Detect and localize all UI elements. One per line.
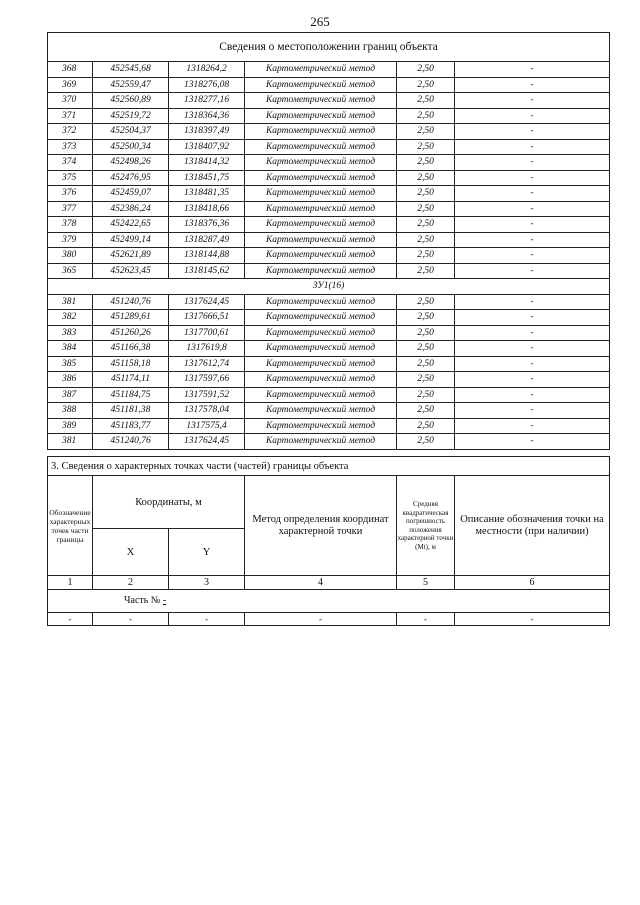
point-number-cell: 373 bbox=[48, 139, 93, 155]
accuracy-cell: 2,50 bbox=[397, 418, 455, 434]
method-cell: Картометрический метод bbox=[245, 418, 397, 434]
table-row bbox=[48, 248, 610, 264]
method-cell: Картометрический метод bbox=[245, 108, 397, 124]
coord-y-cell: 1318451,75 bbox=[169, 170, 245, 186]
method-cell: Картометрический метод bbox=[245, 232, 397, 248]
table-row bbox=[48, 93, 610, 109]
coord-y-cell: 1317700,61 bbox=[169, 325, 245, 341]
coord-y-cell: 1317619,8 bbox=[169, 341, 245, 357]
section-title: 3. Сведения о характерных точках части (частей) границы объекта bbox=[48, 457, 610, 476]
coord-x-cell: 451158,18 bbox=[93, 356, 169, 372]
point-number-cell: 386 bbox=[48, 372, 93, 388]
empty-data-row bbox=[48, 613, 610, 626]
description-cell: - bbox=[455, 403, 610, 419]
group-row bbox=[48, 279, 610, 295]
point-number-cell: 382 bbox=[48, 310, 93, 326]
method-cell: Картометрический метод bbox=[245, 139, 397, 155]
coord-y-cell: 1318407,92 bbox=[169, 139, 245, 155]
coord-x-cell: 452459,07 bbox=[93, 186, 169, 202]
coord-y-cell: 1318276,08 bbox=[169, 77, 245, 93]
description-cell: - bbox=[455, 310, 610, 326]
point-number-cell: 375 bbox=[48, 170, 93, 186]
coord-x-cell: 452545,68 bbox=[93, 62, 169, 78]
table-row bbox=[48, 124, 610, 140]
part-points-table bbox=[47, 456, 610, 626]
accuracy-cell: 2,50 bbox=[397, 139, 455, 155]
coord-x-cell: 452559,47 bbox=[93, 77, 169, 93]
coord-x-cell: 452499,14 bbox=[93, 232, 169, 248]
description-cell: - bbox=[455, 155, 610, 171]
header-description: Описание обозначения точки на местности (при наличии) bbox=[455, 476, 610, 576]
coord-y-cell: 1318414,32 bbox=[169, 155, 245, 171]
coord-x-cell: 452498,26 bbox=[93, 155, 169, 171]
method-cell: Картометрический метод bbox=[245, 341, 397, 357]
table-row bbox=[48, 155, 610, 171]
table-row bbox=[48, 403, 610, 419]
table-row bbox=[48, 387, 610, 403]
coord-x-cell: 452386,24 bbox=[93, 201, 169, 217]
coord-y-cell: 1317666,51 bbox=[169, 310, 245, 326]
description-cell: - bbox=[455, 139, 610, 155]
description-cell: - bbox=[455, 201, 610, 217]
part-label: Часть № bbox=[124, 595, 161, 606]
coord-y-cell: 1317624,45 bbox=[169, 294, 245, 310]
accuracy-cell: 2,50 bbox=[397, 108, 455, 124]
column-number: 5 bbox=[397, 576, 455, 590]
coord-y-cell: 1318277,16 bbox=[169, 93, 245, 109]
description-cell: - bbox=[455, 434, 610, 450]
empty-cell: - bbox=[169, 613, 245, 626]
coord-y-cell: 1318376,36 bbox=[169, 217, 245, 233]
table-row bbox=[48, 325, 610, 341]
empty-cell: - bbox=[93, 613, 169, 626]
method-cell: Картометрический метод bbox=[245, 372, 397, 388]
coord-x-cell: 451289,61 bbox=[93, 310, 169, 326]
coord-x-cell: 451240,76 bbox=[93, 434, 169, 450]
description-cell: - bbox=[455, 232, 610, 248]
method-cell: Картометрический метод bbox=[245, 310, 397, 326]
point-number-cell: 381 bbox=[48, 294, 93, 310]
empty-cell: - bbox=[48, 613, 93, 626]
accuracy-cell: 2,50 bbox=[397, 170, 455, 186]
point-number-cell: 378 bbox=[48, 217, 93, 233]
description-cell: - bbox=[455, 186, 610, 202]
method-cell: Картометрический метод bbox=[245, 356, 397, 372]
description-cell: - bbox=[455, 217, 610, 233]
page-number: 265 bbox=[310, 14, 330, 29]
accuracy-cell: 2,50 bbox=[397, 310, 455, 326]
point-number-cell: 377 bbox=[48, 201, 93, 217]
method-cell: Картометрический метод bbox=[245, 201, 397, 217]
coord-x-cell: 452500,34 bbox=[93, 139, 169, 155]
accuracy-cell: 2,50 bbox=[397, 325, 455, 341]
point-number-cell: 383 bbox=[48, 325, 93, 341]
table-row bbox=[48, 108, 610, 124]
point-number-cell: 387 bbox=[48, 387, 93, 403]
description-cell: - bbox=[455, 387, 610, 403]
point-number-cell: 365 bbox=[48, 263, 93, 279]
table-row bbox=[48, 434, 610, 450]
accuracy-cell: 2,50 bbox=[397, 201, 455, 217]
coord-x-cell: 451166,38 bbox=[93, 341, 169, 357]
point-number-cell: 374 bbox=[48, 155, 93, 171]
description-cell: - bbox=[455, 93, 610, 109]
accuracy-cell: 2,50 bbox=[397, 186, 455, 202]
part-cell bbox=[48, 590, 610, 613]
accuracy-cell: 2,50 bbox=[397, 248, 455, 264]
coord-x-cell: 452422,65 bbox=[93, 217, 169, 233]
coord-y-cell: 1318264,2 bbox=[169, 62, 245, 78]
point-number-cell: 388 bbox=[48, 403, 93, 419]
table-title: Сведения о местоположении границ объекта bbox=[48, 33, 610, 62]
method-cell: Картометрический метод bbox=[245, 248, 397, 264]
accuracy-cell: 2,50 bbox=[397, 403, 455, 419]
point-number-cell: 389 bbox=[48, 418, 93, 434]
accuracy-cell: 2,50 bbox=[397, 294, 455, 310]
description-cell: - bbox=[455, 356, 610, 372]
table-row bbox=[48, 263, 610, 279]
coord-y-cell: 1317624,45 bbox=[169, 434, 245, 450]
method-cell: Картометрический метод bbox=[245, 77, 397, 93]
column-number: 1 bbox=[48, 576, 93, 590]
coord-x-cell: 452519,72 bbox=[93, 108, 169, 124]
point-number-cell: 381 bbox=[48, 434, 93, 450]
column-number-row bbox=[48, 576, 610, 590]
accuracy-cell: 2,50 bbox=[397, 263, 455, 279]
empty-cell: - bbox=[455, 613, 610, 626]
accuracy-cell: 2,50 bbox=[397, 62, 455, 78]
accuracy-cell: 2,50 bbox=[397, 372, 455, 388]
method-cell: Картометрический метод bbox=[245, 93, 397, 109]
table-row bbox=[48, 77, 610, 93]
description-cell: - bbox=[455, 294, 610, 310]
empty-cell: - bbox=[397, 613, 455, 626]
coord-y-cell: 1317578,04 bbox=[169, 403, 245, 419]
accuracy-cell: 2,50 bbox=[397, 93, 455, 109]
coord-x-cell: 452476,95 bbox=[93, 170, 169, 186]
header-y: Y bbox=[169, 529, 245, 576]
point-number-cell: 376 bbox=[48, 186, 93, 202]
part-row bbox=[48, 590, 610, 613]
accuracy-cell: 2,50 bbox=[397, 217, 455, 233]
accuracy-cell: 2,50 bbox=[397, 232, 455, 248]
column-number: 2 bbox=[93, 576, 169, 590]
coord-y-cell: 1318481,35 bbox=[169, 186, 245, 202]
coord-y-cell: 1318287,49 bbox=[169, 232, 245, 248]
point-number-cell: 379 bbox=[48, 232, 93, 248]
accuracy-cell: 2,50 bbox=[397, 387, 455, 403]
method-cell: Картометрический метод bbox=[245, 62, 397, 78]
accuracy-cell: 2,50 bbox=[397, 434, 455, 450]
coord-y-cell: 1317591,52 bbox=[169, 387, 245, 403]
column-number: 4 bbox=[245, 576, 397, 590]
coord-y-cell: 1318144,88 bbox=[169, 248, 245, 264]
table-row bbox=[48, 356, 610, 372]
header-point-designation: Обозначение характерных точек части границы bbox=[48, 476, 93, 576]
coord-y-cell: 1318364,36 bbox=[169, 108, 245, 124]
column-number: 3 bbox=[169, 576, 245, 590]
table-row bbox=[48, 201, 610, 217]
point-number-cell: 370 bbox=[48, 93, 93, 109]
method-cell: Картометрический метод bbox=[245, 155, 397, 171]
coord-x-cell: 451240,76 bbox=[93, 294, 169, 310]
description-cell: - bbox=[455, 170, 610, 186]
description-cell: - bbox=[455, 325, 610, 341]
table-row bbox=[48, 232, 610, 248]
coord-y-cell: 1318397,49 bbox=[169, 124, 245, 140]
description-cell: - bbox=[455, 418, 610, 434]
table-row bbox=[48, 418, 610, 434]
coord-y-cell: 1318145,62 bbox=[169, 263, 245, 279]
method-cell: Картометрический метод bbox=[245, 387, 397, 403]
method-cell: Картометрический метод bbox=[245, 325, 397, 341]
point-number-cell: 372 bbox=[48, 124, 93, 140]
coord-x-cell: 451183,77 bbox=[93, 418, 169, 434]
part-value: - bbox=[162, 595, 167, 606]
header-coordinates: Координаты, м bbox=[93, 476, 245, 529]
point-number-cell: 371 bbox=[48, 108, 93, 124]
column-number: 6 bbox=[455, 576, 610, 590]
table-row bbox=[48, 310, 610, 326]
coord-y-cell: 1317575,4 bbox=[169, 418, 245, 434]
method-cell: Картометрический метод bbox=[245, 217, 397, 233]
coord-x-cell: 451260,26 bbox=[93, 325, 169, 341]
table-row bbox=[48, 62, 610, 78]
header-accuracy: Средняя квадратическая погрешность положения характерной точки (Mt), м bbox=[397, 476, 455, 576]
accuracy-cell: 2,50 bbox=[397, 356, 455, 372]
group-label: ЗУ1(16) bbox=[48, 279, 610, 295]
description-cell: - bbox=[455, 248, 610, 264]
table-row bbox=[48, 372, 610, 388]
coord-x-cell: 452623,45 bbox=[93, 263, 169, 279]
table-row bbox=[48, 217, 610, 233]
accuracy-cell: 2,50 bbox=[397, 124, 455, 140]
description-cell: - bbox=[455, 77, 610, 93]
coord-x-cell: 452504,37 bbox=[93, 124, 169, 140]
point-number-cell: 385 bbox=[48, 356, 93, 372]
method-cell: Картометрический метод bbox=[245, 186, 397, 202]
accuracy-cell: 2,50 bbox=[397, 77, 455, 93]
method-cell: Картометрический метод bbox=[245, 294, 397, 310]
point-number-cell: 384 bbox=[48, 341, 93, 357]
method-cell: Картометрический метод bbox=[245, 170, 397, 186]
method-cell: Картометрический метод bbox=[245, 403, 397, 419]
table-row bbox=[48, 341, 610, 357]
table-row bbox=[48, 170, 610, 186]
description-cell: - bbox=[455, 263, 610, 279]
coord-y-cell: 1317597,66 bbox=[169, 372, 245, 388]
boundary-points-table bbox=[47, 32, 610, 450]
description-cell: - bbox=[455, 108, 610, 124]
point-number-cell: 368 bbox=[48, 62, 93, 78]
coord-x-cell: 451174,11 bbox=[93, 372, 169, 388]
table-row bbox=[48, 186, 610, 202]
coord-y-cell: 1317612,74 bbox=[169, 356, 245, 372]
header-method: Метод определения координат характерной точки bbox=[245, 476, 397, 576]
description-cell: - bbox=[455, 62, 610, 78]
point-number-cell: 369 bbox=[48, 77, 93, 93]
description-cell: - bbox=[455, 341, 610, 357]
coord-x-cell: 451184,75 bbox=[93, 387, 169, 403]
method-cell: Картометрический метод bbox=[245, 124, 397, 140]
coord-x-cell: 451181,38 bbox=[93, 403, 169, 419]
accuracy-cell: 2,50 bbox=[397, 341, 455, 357]
method-cell: Картометрический метод bbox=[245, 434, 397, 450]
coord-x-cell: 452560,89 bbox=[93, 93, 169, 109]
description-cell: - bbox=[455, 372, 610, 388]
accuracy-cell: 2,50 bbox=[397, 155, 455, 171]
empty-cell: - bbox=[245, 613, 397, 626]
point-number-cell: 380 bbox=[48, 248, 93, 264]
coord-x-cell: 452621,89 bbox=[93, 248, 169, 264]
table-row bbox=[48, 139, 610, 155]
method-cell: Картометрический метод bbox=[245, 263, 397, 279]
coord-y-cell: 1318418,66 bbox=[169, 201, 245, 217]
description-cell: - bbox=[455, 124, 610, 140]
table-row bbox=[48, 294, 610, 310]
header-x: X bbox=[93, 529, 169, 576]
